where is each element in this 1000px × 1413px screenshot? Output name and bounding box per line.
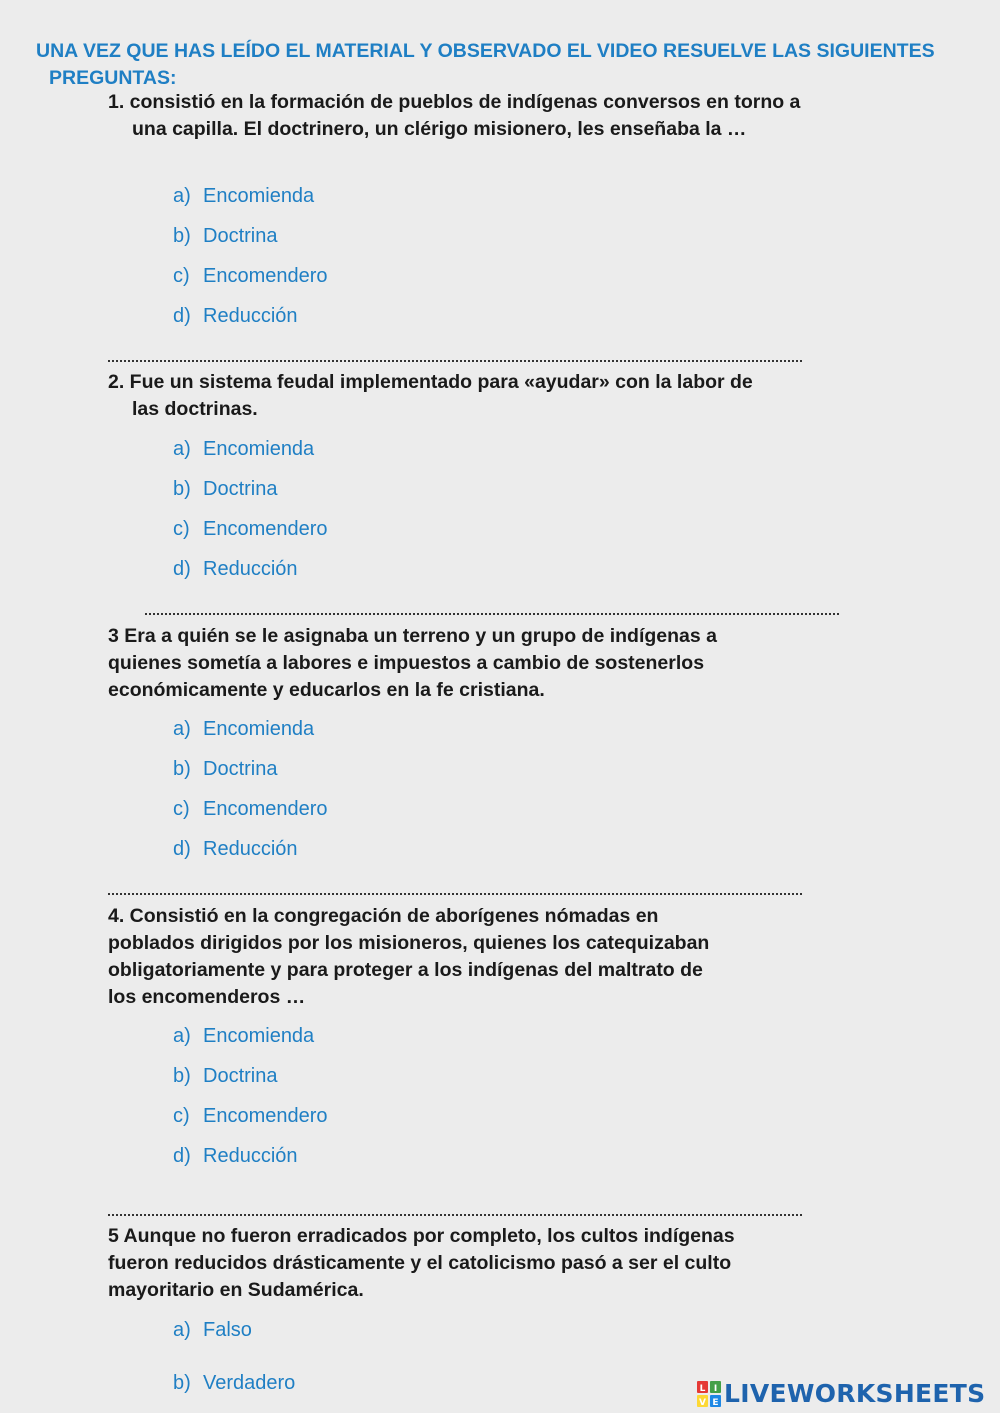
question-2-option-d[interactable]: d) Reducción (173, 558, 298, 580)
question-1-option-d[interactable]: d) Reducción (173, 305, 298, 327)
question-4-option-d[interactable]: d) Reducción (173, 1145, 298, 1167)
question-5-option-a[interactable]: a) Falso (173, 1319, 252, 1341)
answer-line-2[interactable] (145, 613, 839, 615)
question-3-option-b[interactable]: b) Doctrina (173, 758, 278, 780)
question-1-option-c[interactable]: c) Encomendero (173, 265, 328, 287)
answer-line-1[interactable] (108, 360, 802, 362)
page-title-line-1: UNA VEZ QUE HAS LEÍDO EL MATERIAL Y OBSERVADO EL VIDEO RESUELVE LAS SIGUIENTES (36, 40, 935, 62)
svg-text:V: V (699, 1398, 706, 1407)
question-3-option-d[interactable]: d) Reducción (173, 838, 298, 860)
question-2-option-b[interactable]: b) Doctrina (173, 478, 278, 500)
liveworksheets-brand (697, 1379, 985, 1409)
question-3-option-a[interactable]: a) Encomienda (173, 718, 315, 740)
question-2-option-a[interactable]: a) Encomienda (173, 438, 315, 460)
svg-text:E: E (712, 1398, 719, 1407)
question-5-option-b[interactable]: b) Verdadero (173, 1372, 296, 1394)
liveworksheets-wordmark: LIVEWORKSHEETS (724, 1379, 986, 1408)
question-1-option-a[interactable]: a) Encomienda (173, 185, 315, 207)
page-title (36, 38, 976, 92)
liveworksheets-logo-icon (697, 1381, 721, 1407)
question-3-text: 3 Era a quién se le asignaba un terreno y un grupo de indígenas a quienes sometía a labores e impuestos a cambio de sostenerlos económicamente y educarlos en la fe cristiana. (108, 625, 717, 701)
question-1-text: 1. consistió en la formación de pueblos de indígenas conversos en torno a una capilla. El doctrinero, un clérigo misionero, les enseñaba la … (108, 91, 801, 140)
question-4-option-c[interactable]: c) Encomendero (173, 1105, 328, 1127)
question-3-option-c[interactable]: c) Encomendero (173, 798, 328, 820)
question-1-option-b[interactable]: b) Doctrina (173, 225, 278, 247)
svg-text:L: L (699, 1384, 706, 1394)
answer-line-3[interactable] (108, 893, 802, 895)
question-2-text: 2. Fue un sistema feudal implementado para «ayudar» con la labor de las doctrinas. (108, 371, 753, 420)
question-5-text: 5 Aunque no fueron erradicados por completo, los cultos indígenas fueron reducidos drásticamente y el catolicismo pasó a ser el culto mayoritario en Sudamérica. (108, 1225, 735, 1301)
question-4-option-b[interactable]: b) Doctrina (173, 1065, 278, 1087)
svg-text:I: I (713, 1384, 718, 1394)
page-title-line-2: PREGUNTAS: (49, 67, 177, 89)
question-4-option-a[interactable]: a) Encomienda (173, 1025, 315, 1047)
answer-line-4[interactable] (108, 1214, 802, 1216)
question-4-text: 4. Consistió en la congregación de aborígenes nómadas en poblados dirigidos por los misioneros, quienes los catequizaban obligatoriamente y para proteger a los indígenas del maltrato de los encomenderos … (108, 905, 710, 1008)
question-2-option-c[interactable]: c) Encomendero (173, 518, 328, 540)
